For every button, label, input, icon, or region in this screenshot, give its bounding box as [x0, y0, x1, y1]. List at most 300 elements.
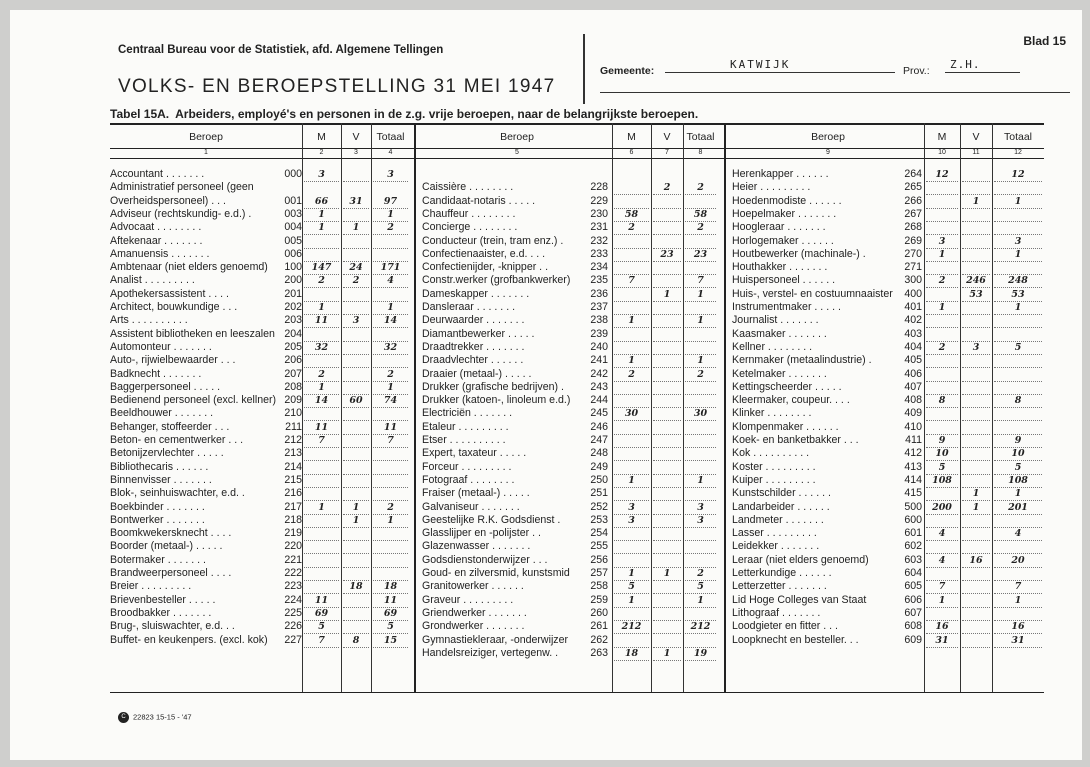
occupation-label: Goud- en zilversmid, kunstsmid	[422, 567, 570, 579]
count-total: 23	[685, 248, 716, 262]
count-m	[926, 328, 958, 342]
occupation-code: 300	[904, 274, 922, 287]
occupation-code: 210	[284, 407, 302, 420]
count-total	[685, 168, 716, 181]
table-row	[732, 235, 1044, 248]
count-m	[926, 607, 958, 621]
occupation-label: Kellner . . . . . . . .	[732, 340, 813, 353]
count-total	[685, 527, 716, 541]
occupation-code: 217	[284, 500, 302, 513]
count-v	[653, 554, 681, 568]
count-v	[962, 407, 990, 421]
count-total: 171	[373, 261, 408, 275]
occupation-code: 261	[590, 620, 608, 633]
occupation-code: 609	[904, 633, 922, 646]
count-total: 31	[994, 634, 1042, 648]
occupation-code: 246	[590, 420, 608, 433]
occupation-code: 263	[590, 646, 608, 659]
occupation-code: 243	[590, 380, 608, 393]
count-v	[653, 261, 681, 275]
count-total: 19	[685, 647, 716, 661]
occupation-label: Leidekker . . . . . . .	[732, 540, 820, 553]
count-total	[373, 407, 408, 421]
occupation-label: Grondwerker . . . . . . .	[422, 620, 525, 633]
table-row	[422, 288, 718, 301]
count-total: 1	[685, 354, 716, 368]
occupation-label: Boekbinder . . . . . . .	[110, 500, 205, 513]
header-beroep: Beroep	[811, 131, 845, 143]
occupation-code: 001	[284, 194, 302, 207]
count-v	[653, 474, 681, 488]
count-v: 1	[962, 195, 990, 209]
count-m: 2	[614, 368, 649, 382]
occupation-code: 270	[904, 247, 922, 260]
count-v	[653, 407, 681, 421]
count-m: 14	[304, 394, 339, 408]
count-v: 18	[343, 580, 369, 594]
table-row	[422, 208, 718, 221]
count-total	[685, 447, 716, 461]
table-row	[110, 474, 410, 487]
occupation-code: 222	[284, 567, 302, 579]
occupation-code: 257	[590, 567, 608, 579]
table-row	[732, 221, 1044, 234]
count-total: 5	[994, 341, 1042, 355]
table-row	[110, 354, 410, 367]
count-m	[614, 540, 649, 554]
count-m	[614, 248, 649, 262]
count-v	[962, 620, 990, 634]
table-row	[110, 381, 410, 394]
occupation-code: 202	[284, 301, 302, 313]
count-total	[994, 407, 1042, 421]
table-row	[110, 341, 410, 354]
occupation-label: Accountant . . . . . . .	[110, 168, 205, 180]
count-total	[685, 554, 716, 568]
count-v	[962, 221, 990, 235]
count-v	[962, 328, 990, 342]
occupation-code: 253	[590, 513, 608, 526]
count-v	[962, 368, 990, 382]
count-total: 32	[373, 341, 408, 355]
occupation-label: Bontwerker . . . . . . .	[110, 513, 205, 526]
occupation-code: 606	[904, 593, 922, 606]
occupation-code: 411	[905, 434, 922, 446]
table-row	[422, 261, 718, 274]
count-m: 58	[614, 208, 649, 222]
count-v	[962, 567, 990, 581]
count-m: 10	[926, 447, 958, 461]
header-v: V	[972, 131, 980, 143]
count-m: 212	[614, 620, 649, 634]
count-v	[962, 461, 990, 475]
count-m: 147	[304, 261, 339, 275]
count-v	[962, 314, 990, 328]
count-v: 1	[962, 487, 990, 501]
count-m: 7	[614, 274, 649, 288]
count-m	[614, 634, 649, 648]
count-m: 2	[926, 341, 958, 355]
occupation-label: Journalist . . . . . . .	[732, 314, 819, 327]
occupation-label: Apothekersassistent . . . .	[110, 287, 229, 300]
column-number: 12	[1014, 149, 1022, 156]
table-row	[732, 274, 1044, 287]
print-footer	[118, 712, 192, 723]
count-m	[614, 607, 649, 621]
count-m	[926, 540, 958, 554]
column-number: 9	[826, 149, 830, 156]
occupation-code: 206	[284, 354, 302, 367]
occupation-label: Overheidspersoneel) . . .	[110, 194, 226, 207]
occupation-code: 255	[590, 540, 608, 553]
count-total: 3	[373, 168, 408, 182]
count-total	[994, 514, 1042, 528]
occupation-code: 213	[284, 447, 302, 460]
column-number: 10	[938, 149, 946, 156]
count-v	[653, 434, 681, 448]
occupation-code: 405	[904, 354, 922, 367]
count-m: 3	[304, 168, 339, 182]
table-row	[732, 314, 1044, 327]
count-total: 1	[373, 208, 408, 222]
occupation-label: Boorder (metaal-) . . . . .	[110, 540, 223, 553]
table-number: Tabel 15A.	[110, 107, 170, 121]
occupation-code: 271	[904, 261, 922, 274]
occupation-code: 603	[904, 553, 922, 566]
count-v: 23	[653, 248, 681, 262]
table-row	[422, 647, 718, 660]
count-m: 1	[614, 354, 649, 368]
count-total: 2	[685, 181, 716, 195]
occupation-code: 268	[904, 221, 922, 234]
count-total: 4	[994, 527, 1042, 541]
count-v	[653, 328, 681, 342]
count-m: 200	[926, 501, 958, 515]
occupation-label: Botermaker . . . . . . .	[110, 553, 206, 566]
occupation-label: Advocaat . . . . . . . .	[110, 221, 202, 234]
table-row	[110, 314, 410, 327]
occupation-label: Dameskapper . . . . . . .	[422, 287, 530, 300]
count-m	[614, 394, 649, 408]
occupation-code: 607	[904, 606, 922, 619]
count-v: 1	[653, 647, 681, 661]
count-m	[926, 195, 958, 209]
occupation-code: 227	[284, 633, 302, 646]
occupation-label: Landarbeider . . . . . .	[732, 500, 830, 513]
count-m	[614, 168, 649, 181]
occupation-code: 242	[590, 367, 608, 380]
count-v	[653, 461, 681, 475]
occupation-label: Amanuensis . . . . . . .	[110, 247, 210, 260]
count-v	[962, 261, 990, 275]
column-number: 3	[354, 149, 358, 156]
count-v: 60	[343, 394, 369, 408]
count-total	[994, 368, 1042, 382]
table-row	[110, 501, 410, 514]
count-total: 2	[685, 567, 716, 581]
count-total	[685, 461, 716, 475]
occupation-label: Huis-, verstel- en costuumnaaister	[732, 287, 893, 300]
count-total: 1	[994, 301, 1042, 315]
count-v	[962, 580, 990, 594]
count-m	[614, 181, 649, 195]
occupation-label: Conducteur (trein, tram enz.) .	[422, 234, 564, 247]
count-m: 1	[304, 381, 339, 395]
occupation-code: 605	[904, 580, 922, 593]
occupation-label: Buffet- en keukenpers. (excl. kok)	[110, 633, 268, 646]
count-total	[685, 487, 716, 501]
count-total	[373, 554, 408, 568]
occupation-code: 415	[904, 487, 922, 500]
occupation-label: Draadvlechter . . . . . .	[422, 354, 524, 367]
count-m: 9	[926, 434, 958, 448]
count-total: 7	[373, 434, 408, 448]
occupation-code: 208	[284, 380, 302, 393]
count-m	[304, 514, 339, 528]
header-m: M	[937, 131, 947, 143]
count-m	[614, 381, 649, 395]
occupation-label: Candidaat-notaris . . . . .	[422, 194, 536, 207]
count-total	[994, 208, 1042, 222]
count-total	[685, 540, 716, 554]
occupation-code: 000	[284, 168, 302, 180]
occupation-code: 236	[590, 287, 608, 300]
occupation-code: 410	[904, 420, 922, 433]
count-v	[962, 634, 990, 648]
count-m: 18	[614, 647, 649, 661]
count-total: 15	[373, 634, 408, 648]
occupation-label: Badknecht . . . . . . .	[110, 367, 202, 380]
count-v	[962, 434, 990, 448]
occupation-code: 254	[590, 527, 608, 540]
table-row	[732, 474, 1044, 487]
table-row	[422, 195, 718, 208]
count-total	[685, 301, 716, 315]
occupation-label: Kuiper . . . . . . . . .	[732, 473, 816, 486]
count-m: 16	[926, 620, 958, 634]
occupation-code: 232	[590, 234, 608, 247]
count-total: 7	[685, 274, 716, 288]
occupation-code: 241	[590, 354, 608, 367]
occupation-code: 221	[284, 553, 302, 566]
table-row	[732, 527, 1044, 540]
count-v	[653, 341, 681, 355]
table-row	[732, 261, 1044, 274]
count-total	[994, 567, 1042, 581]
occupation-code: 225	[284, 606, 302, 619]
occupation-code: 402	[904, 314, 922, 327]
occupation-label: Fraiser (metaal-) . . . . .	[422, 487, 530, 500]
table-row	[110, 261, 410, 274]
count-total: 1	[685, 288, 716, 302]
count-total: 5	[994, 461, 1042, 475]
occupation-label: Diamantbewerker . . . . .	[422, 327, 535, 340]
count-v	[962, 394, 990, 408]
column-number: 8	[698, 149, 703, 156]
occupation-code: 207	[284, 367, 302, 380]
table-row	[110, 487, 410, 500]
table-row	[110, 514, 410, 527]
count-m	[304, 580, 339, 594]
table-row	[732, 288, 1044, 301]
count-v	[653, 594, 681, 608]
occupation-code: 203	[284, 314, 302, 327]
occupation-label: Hoogleraar . . . . . . .	[732, 221, 826, 234]
table-row	[422, 554, 718, 567]
occupation-code: 244	[590, 394, 608, 407]
count-total: 11	[373, 594, 408, 608]
occupation-label: Beeldhouwer . . . . . . .	[110, 407, 214, 420]
count-m	[614, 195, 649, 209]
count-v: 246	[962, 274, 990, 288]
table-row	[422, 461, 718, 474]
occupation-code: 209	[284, 394, 302, 407]
occupation-code: 248	[590, 447, 608, 460]
count-m: 5	[926, 461, 958, 475]
count-v: 24	[343, 261, 369, 275]
count-total: 1	[994, 248, 1042, 262]
table-row	[732, 634, 1044, 647]
count-m: 31	[926, 634, 958, 648]
table-row	[732, 501, 1044, 514]
count-total: 2	[373, 368, 408, 382]
occupation-label: Galvaniseur . . . . . . .	[422, 500, 520, 513]
occupation-label: Ambtenaar (niet elders genoemd)	[110, 261, 268, 274]
count-m: 7	[304, 634, 339, 648]
occupation-code: 602	[904, 540, 922, 553]
table-row	[732, 181, 1044, 194]
count-v: 1	[343, 221, 369, 235]
count-total	[685, 261, 716, 275]
table-row	[422, 168, 718, 181]
count-v	[962, 248, 990, 262]
count-total: 1	[994, 195, 1042, 209]
count-m	[614, 341, 649, 355]
occupation-code: 247	[590, 434, 608, 446]
count-v	[343, 341, 369, 355]
count-v	[653, 381, 681, 395]
count-m: 2	[926, 274, 958, 288]
occupation-label: Bibliothecaris . . . . . .	[110, 460, 209, 473]
table-title	[110, 107, 698, 121]
header-v: V	[663, 131, 671, 143]
occupation-code: 229	[590, 194, 608, 207]
count-v: 31	[343, 195, 369, 209]
occupation-label: Concierge . . . . . . . .	[422, 221, 518, 234]
occupation-label: Letterkundige . . . . . .	[732, 567, 832, 579]
count-v	[343, 554, 369, 568]
occupation-code: 240	[590, 340, 608, 353]
count-total	[994, 328, 1042, 342]
count-v	[653, 527, 681, 541]
occupation-code: 230	[590, 207, 608, 220]
count-v	[653, 195, 681, 209]
table-bottom-rule	[110, 692, 1044, 693]
occupation-code: 201	[284, 287, 302, 300]
count-m: 69	[304, 607, 339, 621]
count-m	[614, 235, 649, 249]
count-v	[962, 540, 990, 554]
block-divider	[414, 123, 416, 692]
table-row	[422, 540, 718, 553]
table-row	[422, 368, 718, 381]
occupation-label: Koster . . . . . . . . .	[732, 460, 816, 473]
count-m: 8	[926, 394, 958, 408]
count-v	[343, 208, 369, 222]
count-total	[373, 487, 408, 501]
count-v	[343, 434, 369, 448]
occupation-label: Instrumentmaker . . . . .	[732, 301, 841, 313]
organization-heading: Centraal Bureau voor de Statistiek, afd. Algemene Tellingen	[118, 44, 444, 56]
table-row	[732, 394, 1044, 407]
table-row	[110, 540, 410, 553]
occupation-label: Chauffeur . . . . . . . .	[422, 207, 516, 220]
header-totaal: Totaal	[376, 131, 405, 143]
table-row	[422, 381, 718, 394]
province-label: Prov.:	[903, 65, 930, 77]
count-v: 1	[343, 501, 369, 515]
header-v: V	[352, 131, 360, 143]
count-v	[962, 381, 990, 395]
count-total: 58	[685, 208, 716, 222]
gemeente-value: KATWIJK	[730, 58, 791, 71]
table-row	[422, 514, 718, 527]
occupation-code: 211	[285, 420, 302, 433]
count-m: 2	[614, 221, 649, 235]
count-m	[304, 474, 339, 488]
count-total: 53	[994, 288, 1042, 302]
count-total: 212	[685, 620, 716, 634]
count-v	[653, 540, 681, 554]
occupation-label: Glasslijper en -polijster . .	[422, 527, 541, 540]
count-m: 30	[614, 407, 649, 421]
column-number: 11	[972, 149, 980, 156]
occupation-label: Landmeter . . . . . . .	[732, 513, 824, 526]
table-row	[110, 620, 410, 633]
count-m	[926, 221, 958, 235]
occupation-code: 006	[284, 247, 302, 260]
occupation-label: Gymnastiekleraar, -onderwijzer	[422, 633, 569, 646]
occupation-label: Klompenmaker . . . . . .	[732, 420, 839, 433]
count-m: 11	[304, 421, 339, 435]
occupation-code: 404	[904, 340, 922, 353]
count-m	[304, 248, 339, 262]
occupation-label: Loopknecht en besteller. . .	[732, 633, 859, 646]
count-m: 66	[304, 195, 339, 209]
table-row	[732, 341, 1044, 354]
occupation-code: 238	[590, 314, 608, 327]
count-m	[304, 328, 339, 342]
count-v	[343, 607, 369, 621]
count-v: 2	[653, 181, 681, 195]
count-total	[373, 527, 408, 541]
count-total: 8	[994, 394, 1042, 408]
column-number: 2	[319, 149, 324, 156]
occupation-code: 235	[590, 274, 608, 287]
occupation-label: Draaier (metaal-) . . . . .	[422, 367, 532, 380]
form-title: VOLKS- EN BEROEPSTELLING 31 MEI 1947	[118, 76, 556, 97]
occupation-code: 204	[284, 327, 302, 340]
occupation-label: Brug-, sluiswachter, e.d. . .	[110, 620, 235, 633]
count-v: 2	[343, 274, 369, 288]
count-v	[962, 181, 990, 195]
count-m	[926, 314, 958, 328]
count-v: 3	[343, 314, 369, 328]
count-m: 1	[304, 301, 339, 315]
occupation-label: Caissière . . . . . . . .	[422, 181, 514, 194]
table-row	[110, 580, 410, 593]
table-row	[732, 620, 1044, 633]
